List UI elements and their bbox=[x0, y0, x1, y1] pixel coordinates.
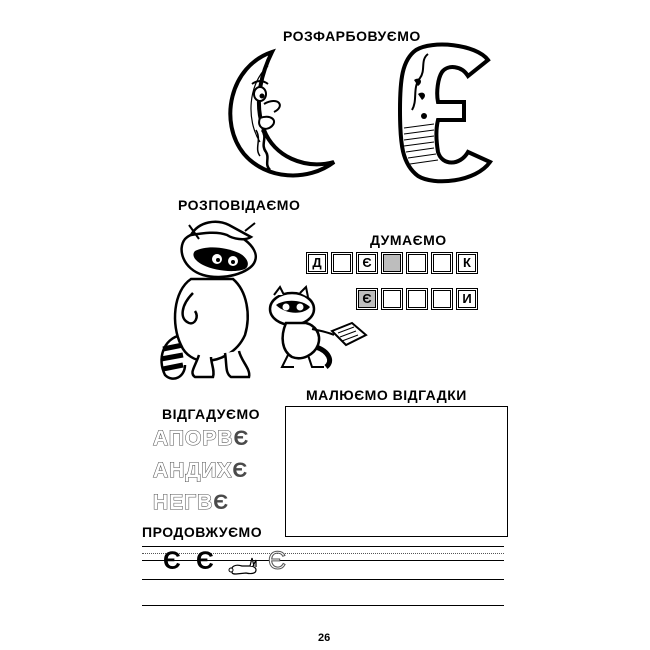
drawing-box[interactable] bbox=[285, 406, 508, 537]
puzzle-cell[interactable]: И bbox=[458, 290, 476, 308]
page-number: 26 bbox=[318, 632, 331, 644]
puzzle-cell[interactable]: Є bbox=[358, 254, 376, 272]
heading-thinking: ДУМАЄМО bbox=[370, 232, 447, 248]
heading-drawing-answers: МАЛЮЄМО ВІДГАДКИ bbox=[306, 387, 467, 403]
puzzle-cell[interactable]: Д bbox=[308, 254, 326, 272]
bunny-icon bbox=[228, 556, 260, 576]
heading-coloring: РОЗФАРБОВУЄМО bbox=[283, 28, 421, 44]
big-letter bbox=[410, 40, 510, 186]
puzzle-cell[interactable] bbox=[408, 290, 426, 308]
puzzle-cell[interactable] bbox=[333, 254, 351, 272]
scrambled-word: АНДИХЄ bbox=[153, 459, 249, 482]
crescent-moon-icon bbox=[212, 44, 342, 184]
raccoon-icon bbox=[155, 215, 265, 385]
puzzle-cell-highlighted[interactable]: Є bbox=[358, 290, 376, 308]
puzzle-cell-highlighted[interactable] bbox=[383, 254, 401, 272]
heading-continuing: ПРОДОВЖУЄМО bbox=[142, 524, 263, 540]
puzzle-cell[interactable] bbox=[433, 254, 451, 272]
heading-guessing: ВІДГАДУЄМО bbox=[162, 406, 261, 422]
puzzle-cell[interactable]: К bbox=[458, 254, 476, 272]
puzzle-cell[interactable] bbox=[383, 290, 401, 308]
practice-letter: Є bbox=[196, 547, 214, 575]
scrambled-word: АПОРВЄ bbox=[153, 427, 250, 450]
practice-letter: Є bbox=[163, 547, 181, 575]
puzzle-cell[interactable] bbox=[408, 254, 426, 272]
heading-storytelling: РОЗПОВІДАЄМО bbox=[178, 197, 301, 213]
practice-letter-dotted: Є bbox=[268, 547, 286, 575]
scrambled-word: НЕГВЄ bbox=[153, 491, 230, 514]
puzzle-cell[interactable] bbox=[433, 290, 451, 308]
